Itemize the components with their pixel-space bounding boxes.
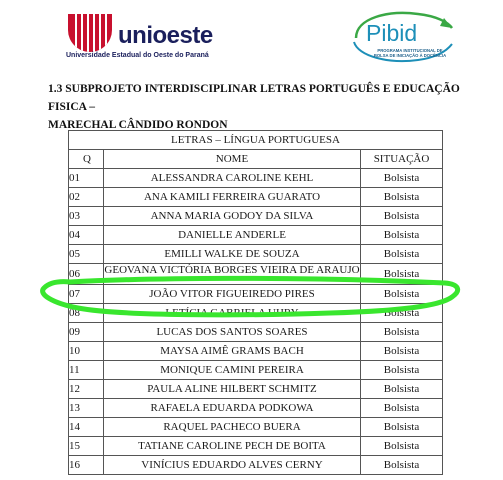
row-number: 08 bbox=[69, 304, 104, 323]
table-row bbox=[69, 304, 443, 323]
row-name: LUCAS DOS SANTOS SOARES bbox=[104, 323, 361, 342]
pibid-logo bbox=[348, 8, 458, 66]
table-row bbox=[69, 226, 443, 245]
pibid-subtitle bbox=[370, 48, 450, 58]
column-header-q: Q bbox=[69, 150, 104, 169]
table-row bbox=[69, 245, 443, 264]
row-number: 01 bbox=[69, 169, 104, 188]
row-status: Bolsista bbox=[361, 264, 443, 285]
row-name: JOÃO VITOR FIGUEIREDO PIRES bbox=[104, 285, 361, 304]
row-name: LETÍCIA GABRIELA UHRY bbox=[104, 304, 361, 323]
table-row bbox=[69, 437, 443, 456]
table-row bbox=[69, 207, 443, 226]
row-status: Bolsista bbox=[361, 361, 443, 380]
unioeste-logo bbox=[66, 12, 236, 60]
section-heading bbox=[48, 80, 488, 134]
table-row bbox=[69, 285, 443, 304]
table-row bbox=[69, 169, 443, 188]
row-status: Bolsista bbox=[361, 418, 443, 437]
table-row bbox=[69, 188, 443, 207]
row-number: 03 bbox=[69, 207, 104, 226]
row-name: EMILLI WALKE DE SOUZA bbox=[104, 245, 361, 264]
table-header-row bbox=[69, 150, 443, 169]
row-number: 02 bbox=[69, 188, 104, 207]
pibid-name: Pibid bbox=[366, 20, 418, 46]
row-number: 13 bbox=[69, 399, 104, 418]
row-number: 15 bbox=[69, 437, 104, 456]
table-title-row bbox=[69, 131, 443, 150]
unioeste-emblem-icon bbox=[66, 12, 114, 52]
row-name: VINÍCIUS EDUARDO ALVES CERNY bbox=[104, 456, 361, 475]
row-number: 16 bbox=[69, 456, 104, 475]
section-heading-line-1: 1.3 SUBPROJETO INTERDISCIPLINAR LETRAS PORTUGUÊS E EDUCAÇÃO FISICA – bbox=[48, 83, 460, 113]
row-name: ANNA MARIA GODOY DA SILVA bbox=[104, 207, 361, 226]
row-name: RAQUEL PACHECO BUERA bbox=[104, 418, 361, 437]
row-name: RAFAELA EDUARDA PODKOWA bbox=[104, 399, 361, 418]
row-name: MAYSA AIMÊ GRAMS BACH bbox=[104, 342, 361, 361]
table-row bbox=[69, 418, 443, 437]
row-number: 04 bbox=[69, 226, 104, 245]
row-status: Bolsista bbox=[361, 207, 443, 226]
row-number: 12 bbox=[69, 380, 104, 399]
row-status: Bolsista bbox=[361, 226, 443, 245]
row-number: 11 bbox=[69, 361, 104, 380]
row-status: Bolsista bbox=[361, 323, 443, 342]
row-status: Bolsista bbox=[361, 342, 443, 361]
row-status: Bolsista bbox=[361, 285, 443, 304]
table-row bbox=[69, 380, 443, 399]
row-status: Bolsista bbox=[361, 399, 443, 418]
table-row bbox=[69, 323, 443, 342]
row-status: Bolsista bbox=[361, 188, 443, 207]
row-name: ANA KAMILI FERREIRA GUARATO bbox=[104, 188, 361, 207]
row-status: Bolsista bbox=[361, 169, 443, 188]
row-status: Bolsista bbox=[361, 304, 443, 323]
row-status: Bolsista bbox=[361, 437, 443, 456]
table-title: LETRAS – LÍNGUA PORTUGUESA bbox=[69, 131, 443, 150]
table-row bbox=[69, 456, 443, 475]
pibid-subtitle-line-2: BOLSA DE INICIAÇÃO À DOCÊNCIA bbox=[373, 53, 447, 58]
row-status: Bolsista bbox=[361, 245, 443, 264]
row-name: TATIANE CAROLINE PECH DE BOITA bbox=[104, 437, 361, 456]
row-number: 10 bbox=[69, 342, 104, 361]
table-row bbox=[69, 361, 443, 380]
table-row bbox=[69, 264, 443, 285]
unioeste-name: unioeste bbox=[118, 22, 213, 49]
row-name: ALESSANDRA CAROLINE KEHL bbox=[104, 169, 361, 188]
row-name: DANIELLE ANDERLE bbox=[104, 226, 361, 245]
row-number: 05 bbox=[69, 245, 104, 264]
table-row bbox=[69, 342, 443, 361]
row-number: 07 bbox=[69, 285, 104, 304]
row-number: 06 bbox=[69, 264, 104, 285]
column-header-name: NOME bbox=[104, 150, 361, 169]
row-name: GEOVANA VICTÓRIA BORGES VIEIRA DE ARAUJO bbox=[104, 264, 361, 285]
table-row bbox=[69, 399, 443, 418]
section-heading-line-2: MARECHAL CÂNDIDO RONDON bbox=[48, 119, 228, 131]
row-number: 14 bbox=[69, 418, 104, 437]
unioeste-subtitle: Universidade Estadual do Oeste do Paraná bbox=[66, 52, 209, 59]
row-number: 09 bbox=[69, 323, 104, 342]
row-status: Bolsista bbox=[361, 380, 443, 399]
row-status: Bolsista bbox=[361, 456, 443, 475]
column-header-status: SITUAÇÃO bbox=[361, 150, 443, 169]
pibid-subtitle-line-1: PROGRAMA INSTITUCIONAL DE bbox=[377, 48, 443, 53]
row-name: MONIQUE CAMINI PEREIRA bbox=[104, 361, 361, 380]
roster-table bbox=[68, 130, 443, 475]
row-name: PAULA ALINE HILBERT SCHMITZ bbox=[104, 380, 361, 399]
